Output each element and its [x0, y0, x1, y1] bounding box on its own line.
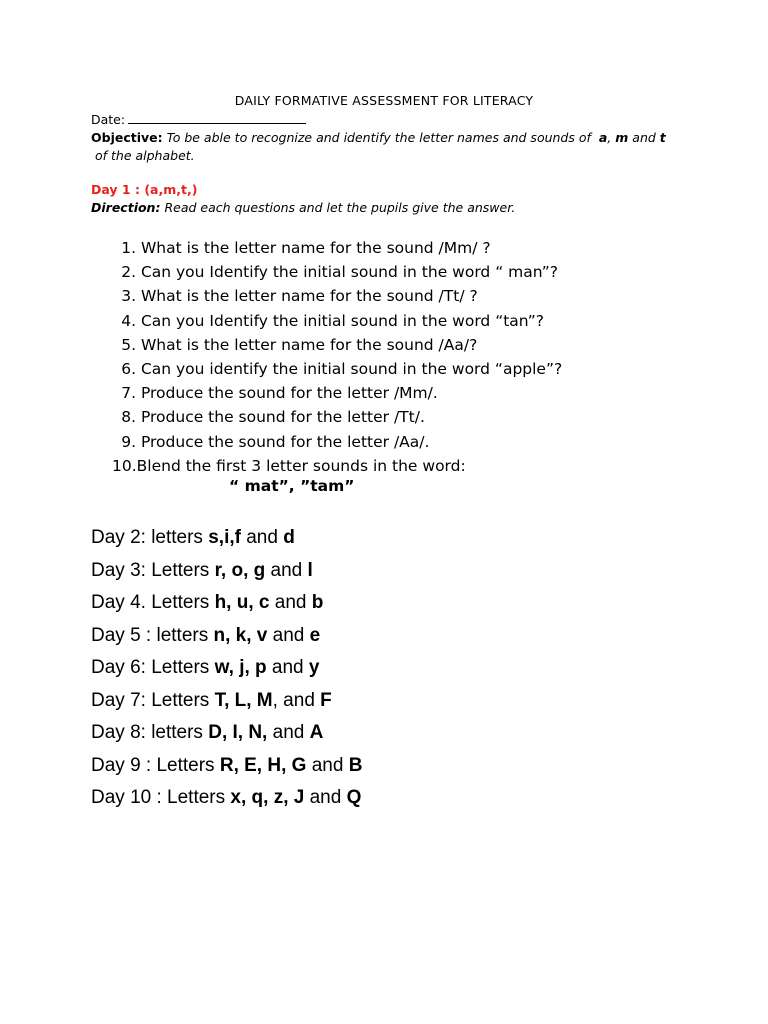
question-text: What is the letter name for the sound /Tt/ ? — [140, 287, 478, 306]
question-number: 5. — [121, 335, 136, 354]
date-field — [91, 111, 306, 127]
day-last-letter: b — [311, 592, 324, 613]
day-item — [91, 652, 362, 685]
day1-heading: Day 1 : (a,m,t,) — [91, 182, 198, 197]
list-item — [112, 381, 562, 405]
day-last-letter: F — [320, 689, 332, 711]
day-and: and — [269, 592, 312, 613]
day-prefix: Day 9 : Letters — [91, 754, 220, 776]
day-letters: T, L, M — [214, 689, 273, 711]
day-prefix: Day 3: Letters — [91, 559, 215, 581]
direction-line — [91, 200, 515, 215]
day-letters: x, q, z, J — [230, 787, 305, 808]
day-letters: h, u, c — [214, 592, 270, 613]
day-item — [91, 587, 362, 620]
day-letters: D, I, N, — [208, 722, 268, 743]
day-last-letter: Q — [346, 787, 362, 808]
list-item — [112, 260, 562, 284]
day-last-letter: l — [307, 559, 313, 581]
direction-text: Read each questions and let the pupils give the answer. — [164, 200, 516, 215]
question-text: Blend the first 3 letter sounds in the word: — [136, 456, 466, 475]
day-schedule-list — [91, 522, 362, 815]
day-last-letter: y — [308, 657, 320, 678]
day-and: and — [240, 527, 284, 548]
day-item — [91, 685, 362, 718]
question-text: What is the letter name for the sound /Aa/? — [140, 335, 478, 354]
question-text: Can you Identify the initial sound in the word “ man”? — [140, 263, 558, 282]
list-item — [112, 284, 562, 308]
day-and: and — [304, 787, 347, 808]
day-letters: s,i,f — [208, 527, 241, 548]
day-item — [91, 620, 362, 653]
day-letters: r, o, g — [214, 559, 266, 581]
objective-and: and — [632, 130, 656, 145]
question-number: 2. — [121, 263, 136, 282]
day-prefix: Day 8: letters — [91, 722, 209, 743]
question-number: 10. — [112, 456, 137, 475]
day-and: , and — [272, 689, 321, 711]
question-number: 8. — [121, 408, 136, 427]
list-item — [112, 357, 562, 381]
question-text: Can you Identify the initial sound in the word “tan”? — [140, 311, 545, 330]
day-item — [91, 555, 362, 588]
day-letters: R, E, H, G — [219, 754, 307, 776]
day-and: and — [266, 657, 309, 678]
day-prefix: Day 4. Letters — [91, 592, 215, 613]
date-label: Date: — [91, 112, 126, 127]
day-prefix: Day 7: Letters — [91, 689, 215, 711]
objective-text-2: of the alphabet. — [94, 147, 195, 163]
day-item — [91, 522, 362, 555]
question-number: 3. — [121, 287, 136, 306]
question-number: 6. — [121, 360, 136, 379]
objective-comma: , — [607, 130, 612, 145]
day-item — [91, 717, 362, 750]
day-last-letter: B — [348, 754, 363, 776]
day-and: and — [265, 559, 308, 581]
day-prefix: Day 5 : letters — [91, 624, 214, 646]
day-prefix: Day 10 : Letters — [91, 787, 231, 808]
day-last-letter: A — [309, 722, 324, 743]
list-item — [112, 236, 562, 260]
day-letters: n, k, v — [213, 624, 268, 646]
day-prefix: Day 6: Letters — [91, 657, 215, 678]
day-and: and — [306, 754, 349, 776]
list-item — [112, 454, 562, 478]
list-item — [112, 430, 562, 454]
day-and: and — [267, 722, 310, 743]
objective-paragraph — [91, 129, 681, 164]
question-text: Produce the sound for the letter /Aa/. — [140, 432, 430, 451]
list-item — [112, 309, 562, 333]
question-text: Produce the sound for the letter /Mm/. — [140, 384, 438, 403]
blend-words: “ mat”, ”tam” — [229, 477, 355, 495]
list-item — [112, 405, 562, 429]
objective-letter-t: t — [659, 130, 666, 145]
day-last-letter: d — [283, 527, 295, 548]
objective-letter-a: a — [598, 130, 608, 145]
page-title: DAILY FORMATIVE ASSESSMENT FOR LITERACY — [234, 93, 534, 108]
question-number: 1. — [121, 239, 136, 257]
question-number: 7. — [121, 384, 136, 403]
day-and: and — [267, 624, 310, 646]
day-item — [91, 750, 362, 783]
question-text: What is the letter name for the sound /Mm/ ? — [140, 239, 491, 257]
list-item — [112, 333, 562, 357]
date-blank-line — [128, 111, 306, 124]
direction-label: Direction: — [91, 200, 161, 215]
question-text: Can you identify the initial sound in the word “apple”? — [140, 360, 563, 379]
day-item — [91, 782, 362, 815]
question-text: Produce the sound for the letter /Tt/. — [140, 408, 425, 427]
question-list — [112, 236, 562, 478]
day-last-letter: e — [309, 624, 321, 646]
objective-label: Objective: — [91, 130, 163, 145]
objective-letter-m: m — [615, 130, 629, 145]
day-prefix: Day 2: letters — [91, 527, 209, 548]
day-letters: w, j, p — [214, 657, 267, 678]
question-number: 4. — [121, 311, 136, 330]
question-number: 9. — [121, 432, 136, 451]
objective-text-1: To be able to recognize and identify the letter names and sounds of — [166, 130, 591, 145]
